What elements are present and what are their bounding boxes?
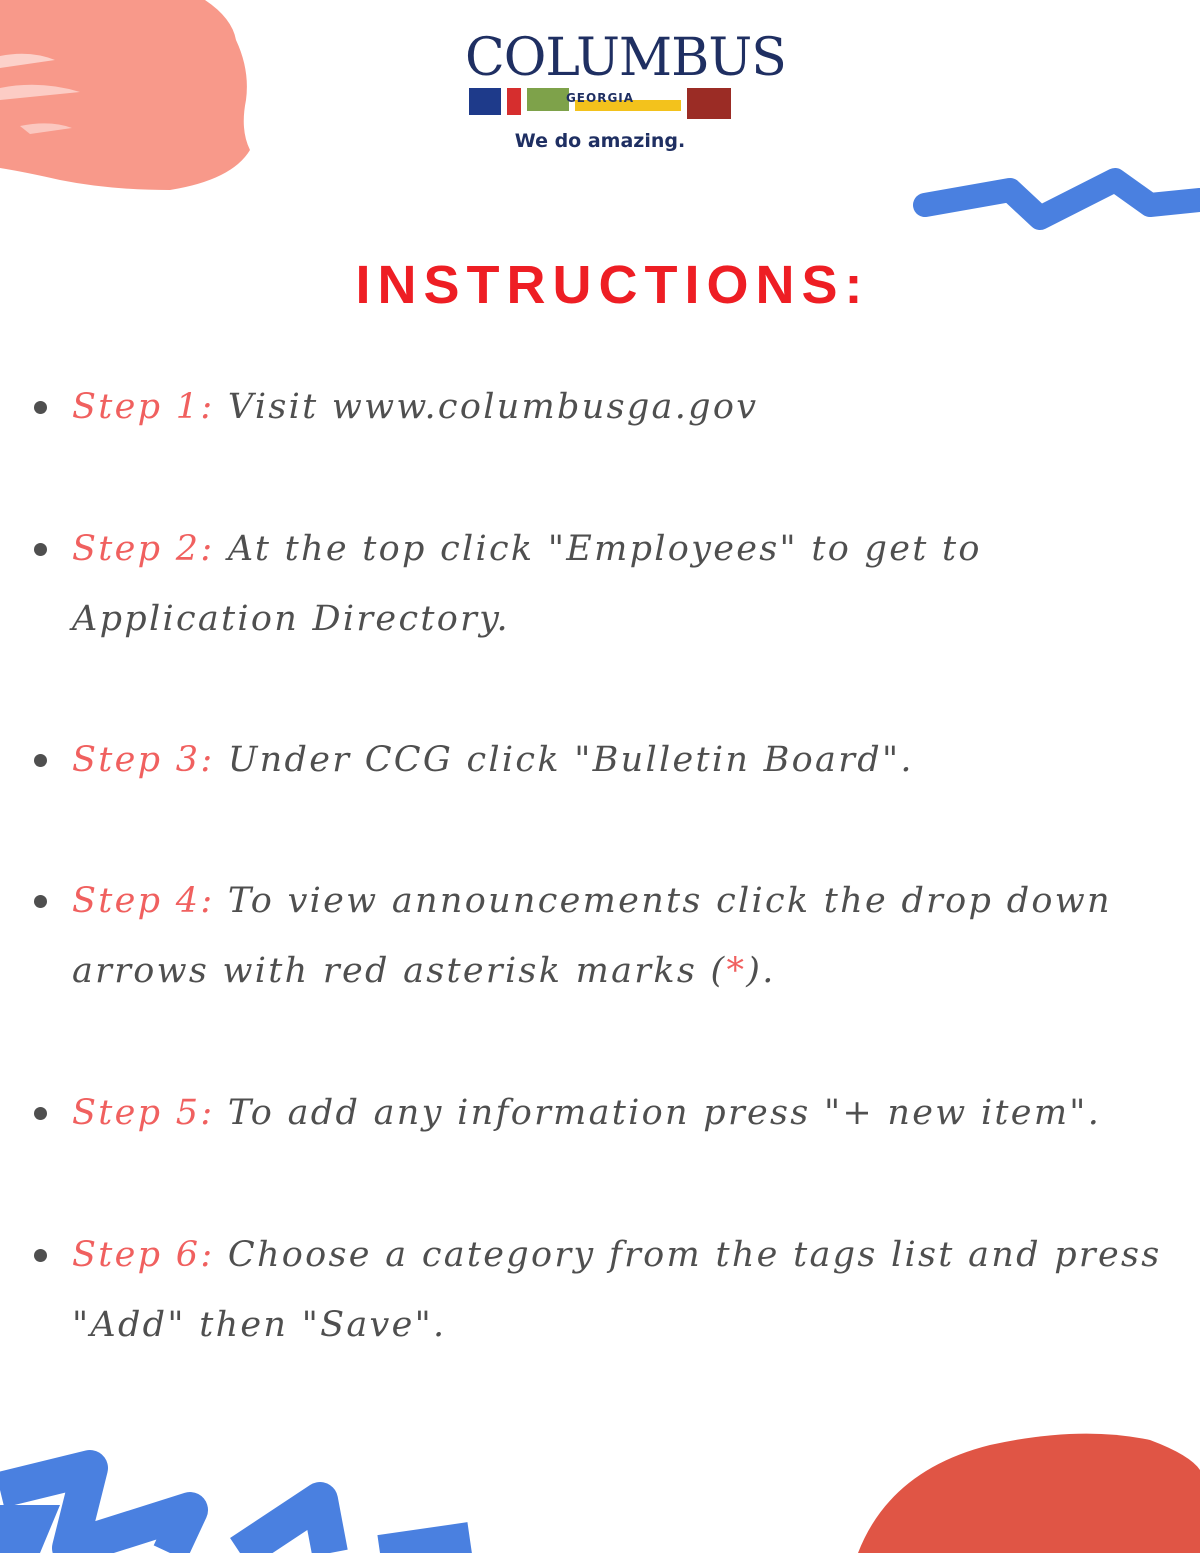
salmon-brush-stroke (0, 0, 250, 190)
step-label: Step 2: (72, 529, 215, 569)
step-item (34, 1078, 1184, 1148)
step-label: Step 6: (72, 1235, 215, 1275)
step-label: Step 4: (72, 881, 215, 921)
step-text: Under CCG click "Bulletin Board". (214, 740, 914, 780)
step-label: Step 3: (72, 740, 215, 780)
bullet-icon (34, 1107, 47, 1120)
bullet-icon (34, 543, 47, 556)
step-item (34, 514, 1184, 654)
bullet-icon (34, 1249, 47, 1262)
logo-tagline: We do amazing. (514, 130, 686, 152)
columbus-logo (465, 28, 786, 158)
red-brush-blob (858, 1434, 1200, 1553)
step-item (34, 372, 1184, 442)
red-asterisk: * (726, 951, 747, 991)
bullet-icon (34, 895, 47, 908)
blue-bottom-stroke (0, 1468, 470, 1553)
step-text: To view announcements click the drop down arrows with red asterisk marks ( (72, 881, 1112, 991)
step-item (34, 866, 1184, 1006)
logo-wordmark: COLUMBUS (465, 28, 786, 88)
step-item (34, 725, 1184, 795)
step-text: Choose a category from the tags list and press "Add" then "Save". (72, 1235, 1162, 1345)
logo-subtitle: GEORGIA (565, 91, 635, 105)
step-text: To add any information press "+ new item". (214, 1093, 1102, 1133)
bullet-icon (34, 401, 47, 414)
step-label: Step 1: (72, 387, 215, 427)
step-text: At the top click "Employees" to get to Application Directory. (72, 529, 982, 639)
blue-zigzag-stroke (925, 180, 1200, 218)
step-text-end: ). (746, 951, 776, 991)
step-text: Visit www.columbusga.gov (214, 387, 759, 427)
page-title: INSTRUCTIONS: (355, 255, 870, 315)
step-item (34, 1220, 1184, 1360)
bullet-icon (34, 754, 47, 767)
step-label: Step 5: (72, 1093, 215, 1133)
